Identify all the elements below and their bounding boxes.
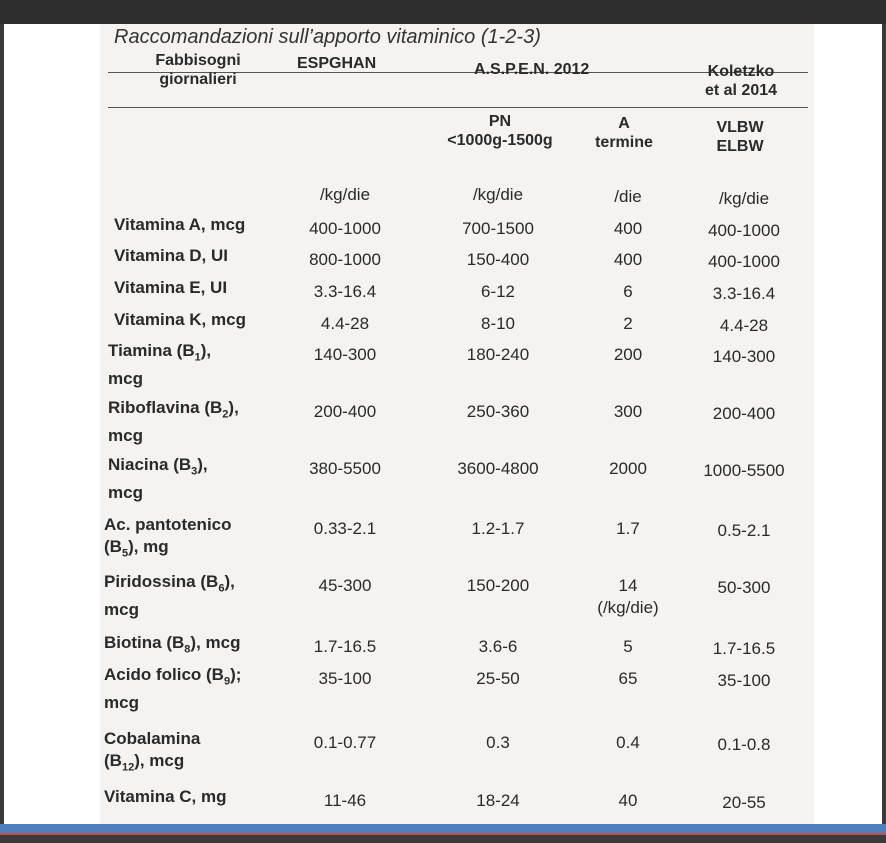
row-label: Acido folico $(B_9)$; mcg xyxy=(104,665,242,713)
table-cell: 2000 xyxy=(609,459,647,478)
table-cell: 6-12 xyxy=(480,282,516,301)
slide xyxy=(4,24,882,824)
table-cell: 5 xyxy=(623,637,633,656)
table-cell: 300 xyxy=(613,402,643,421)
footer-grey-bar xyxy=(0,835,886,843)
table-cell: 400 xyxy=(613,250,643,269)
header-koletzko: Koletzko et al 2014 xyxy=(704,63,778,99)
table-cell: 25-50 xyxy=(476,669,520,688)
table-cell: 18-24 xyxy=(476,791,520,810)
table-cell: 20-55 xyxy=(722,793,766,812)
row-label: Ac. pantotenico $(B_5)$, mg xyxy=(104,515,232,560)
table-cell: 140-300 xyxy=(313,345,377,364)
table-cell: 3.3-16.4 xyxy=(712,284,776,303)
table-cell: 200-400 xyxy=(313,402,377,421)
table-cell: 0.1-0.77 xyxy=(313,733,377,752)
table-cell: 150-400 xyxy=(466,250,530,269)
table-cell: 3.3-16.4 xyxy=(313,282,377,301)
header-aspen: A.S.P.E.N. 2012 xyxy=(474,61,590,78)
table-cell: 0.4 xyxy=(616,733,640,752)
row-label: Niacina $(B_3)$, mcg xyxy=(108,455,208,503)
table-cell: 35-100 xyxy=(318,669,372,688)
unit-pn: /kg/die xyxy=(472,185,524,204)
table-cell: 250-360 xyxy=(466,402,530,421)
table-cell: 140-300 xyxy=(712,347,776,366)
table-cell: 380-5500 xyxy=(309,459,381,478)
unit-termine: /die xyxy=(614,187,642,206)
table-cell: 700-1500 xyxy=(462,219,534,238)
footer-blue-bar xyxy=(0,824,886,833)
table-cell: 800-1000 xyxy=(309,250,381,269)
table-cell: 35-100 xyxy=(717,671,771,690)
table-cell: 0.33-2.1 xyxy=(313,519,377,538)
header-espghan: ESPGHAN xyxy=(297,55,377,72)
cell-note: (/kg/die) xyxy=(597,598,659,617)
table-cell: 6 xyxy=(623,282,633,301)
table-cell: 1.7-16.5 xyxy=(313,637,377,656)
unit-espghan: /kg/die xyxy=(319,185,371,204)
table-cell: 1.7 xyxy=(616,519,640,538)
table-cell: 11-46 xyxy=(323,791,367,810)
header-fabbisogni: Fabbisogni giornalieri xyxy=(155,52,241,88)
table-cell: 200 xyxy=(613,345,643,364)
right-frame xyxy=(882,24,886,824)
table-cell: 50-300 xyxy=(717,578,771,597)
header-rule-bottom xyxy=(108,107,808,108)
table-cell: 2 xyxy=(623,314,633,333)
table-cell: 400-1000 xyxy=(708,252,780,271)
table-cell: 200-400 xyxy=(712,404,776,423)
table-cell: 0.5-2.1 xyxy=(717,521,771,540)
table-cell: 0.1-0.8 xyxy=(717,735,771,754)
row-label: Vitamina A, mcg xyxy=(114,215,246,234)
table-cell: 3600-4800 xyxy=(457,459,539,478)
table-cell: 4.4-28 xyxy=(719,316,769,335)
scanned-page xyxy=(100,24,814,824)
row-label: Tiamina $(B_1)$, mcg xyxy=(108,341,212,389)
row-label: Vitamina K, mcg xyxy=(114,310,246,329)
table-cell: 4.4-28 xyxy=(320,314,370,333)
subheader-vlbw: VLBW ELBW xyxy=(716,119,764,155)
row-label: Cobalamina $(B_{12})$, mcg xyxy=(104,729,201,774)
table-cell: 40 xyxy=(618,791,638,810)
row-label: Riboflavina $(B_2)$, mcg xyxy=(108,398,239,446)
row-label: Vitamina D, UI xyxy=(114,246,228,265)
table-cell: 0.3 xyxy=(486,733,510,752)
subheader-termine: A termine xyxy=(595,115,653,151)
table-cell: 1000-5500 xyxy=(703,461,785,480)
table-cell: 8-10 xyxy=(480,314,516,333)
row-label: Vitamina C, mg xyxy=(104,787,227,806)
table-cell: 3.6-6 xyxy=(478,637,518,656)
table-cell: 14 xyxy=(618,576,638,595)
table-cell: 150-200 xyxy=(466,576,530,595)
table-cell: 1.7-16.5 xyxy=(712,639,776,658)
subheader-pn: PN <1000g-1500g xyxy=(447,113,553,149)
table-cell: 1.2-1.7 xyxy=(471,519,525,538)
window-top-bar xyxy=(0,0,886,24)
row-label: Piridossina $(B_6)$, mcg xyxy=(104,572,235,620)
table-cell: 45-300 xyxy=(318,576,372,595)
page-title: Raccomandazioni sull’apporto vitaminico (1-2-3) xyxy=(114,26,541,48)
table-cell: 400-1000 xyxy=(708,221,780,240)
table-cell: 400-1000 xyxy=(309,219,381,238)
table-cell: 65 xyxy=(618,669,638,688)
row-label: Vitamina E, UI xyxy=(114,278,228,297)
unit-koletzko: /kg/die xyxy=(718,189,770,208)
table-cell: 180-240 xyxy=(466,345,530,364)
table-cell: 400 xyxy=(613,219,643,238)
row-label: Biotina $(B_8)$, mcg xyxy=(104,633,241,656)
